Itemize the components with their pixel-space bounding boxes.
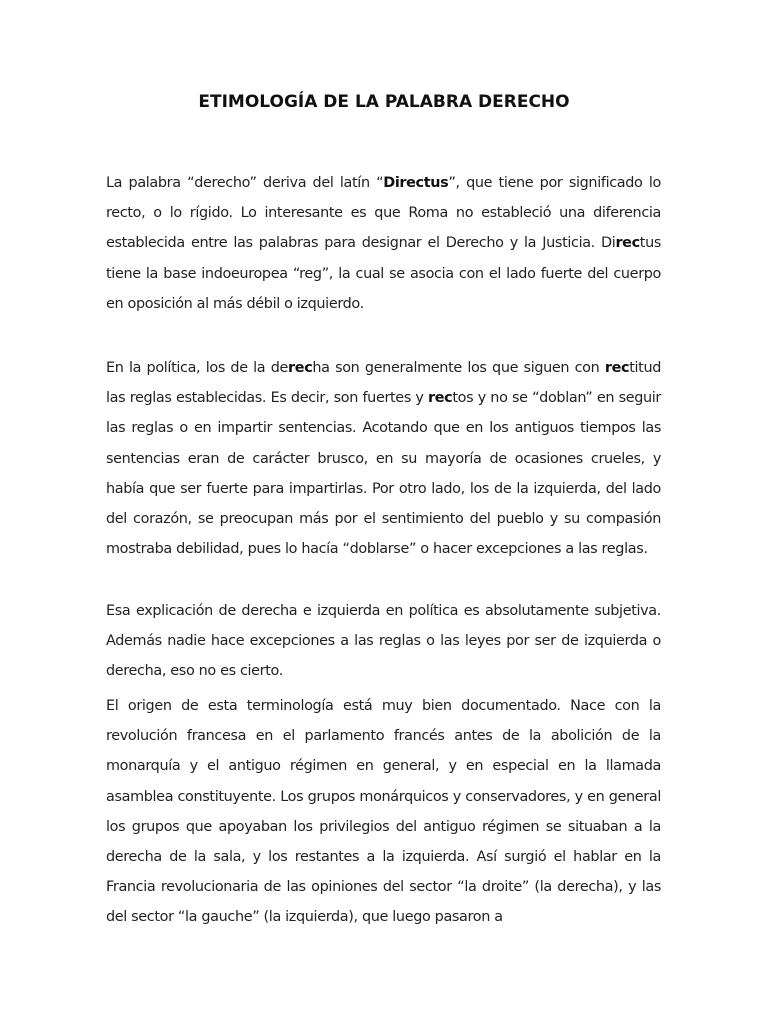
paragraph-2-text-2: ha son generalmente los que siguen con — [312, 360, 605, 376]
paragraph-1 — [106, 168, 661, 319]
paragraph-2-text-4: tos y no se “doblan” en seguir las reglas o en impartir sentencias. Acotando que en los antiguos tiempos las sentencias eran de carácter brusco, en su mayoría de ocasiones crueles, y había que ser fuerte para impartirlas. Por otro lado, los de la izquierda, del lado del corazón, se preocupan más por el sentimiento del pueblo y su compasión mostraba debilidad, pues lo hacía “doblarse” o hacer excepciones a las reglas. — [106, 390, 661, 558]
paragraph-1-text-2: ”, que tiene por significado lo recto, o lo rígido. Lo interesante es que Roma no estableció una diferencia establecida entre las palabras para designar el Derecho y la Justicia. Di — [106, 175, 661, 252]
paragraph-2 — [106, 353, 661, 564]
paragraph-4 — [106, 691, 661, 933]
paragraph-3-text-1: Esa explicación de derecha e izquierda en política es absolutamente subjetiva. Además nadie hace excepciones a las reglas o las leyes por ser de izquierda o derecha, eso no es cierto. — [106, 603, 661, 680]
paragraph-1-text-1: La palabra “derecho” deriva del latín “ — [106, 175, 384, 191]
paragraph-1-bold-directus: Directus — [383, 175, 449, 191]
paragraph-4-text-1: El origen de esta terminología está muy bien documentado. Nace con la revolución francesa en el parlamento francés antes de la abolición de la monarquía y el antiguo régimen en general, y en especial en la llamada asamblea constituyente. Los grupos monárquicos y conservadores, y en general los grupos que apoyaban los privilegios del antiguo régimen se situaban a la derecha de la sala, y los restantes a la izquierda. Así surgió el hablar en la Francia revolucionaria de las opiniones del sector “la droite” (la derecha), y las del sector “la gauche” (la izquierda), que luego pasaron a — [106, 698, 661, 926]
document-title: ETIMOLOGÍA DE LA PALABRA DERECHO — [198, 92, 570, 112]
paragraph-2-text-1: En la política, los de la de — [106, 360, 289, 376]
paragraph-2-bold-rec-3: rec — [428, 390, 453, 407]
paragraph-2-bold-rec-2: rec — [604, 360, 630, 376]
paragraph-1-text-3: tus tiene la base indoeuropea “reg”, la cual se asocia con el lado fuerte del cuerpo en oposición al más débil o izquierdo. — [106, 235, 661, 312]
paragraph-2-text-3: titud las reglas establecidas. Es decir, son fuertes y — [106, 360, 662, 407]
paragraph-1-bold-rec: rec — [615, 235, 640, 252]
paragraph-2-bold-rec-1: rec — [288, 360, 313, 376]
paragraph-3 — [106, 596, 661, 687]
